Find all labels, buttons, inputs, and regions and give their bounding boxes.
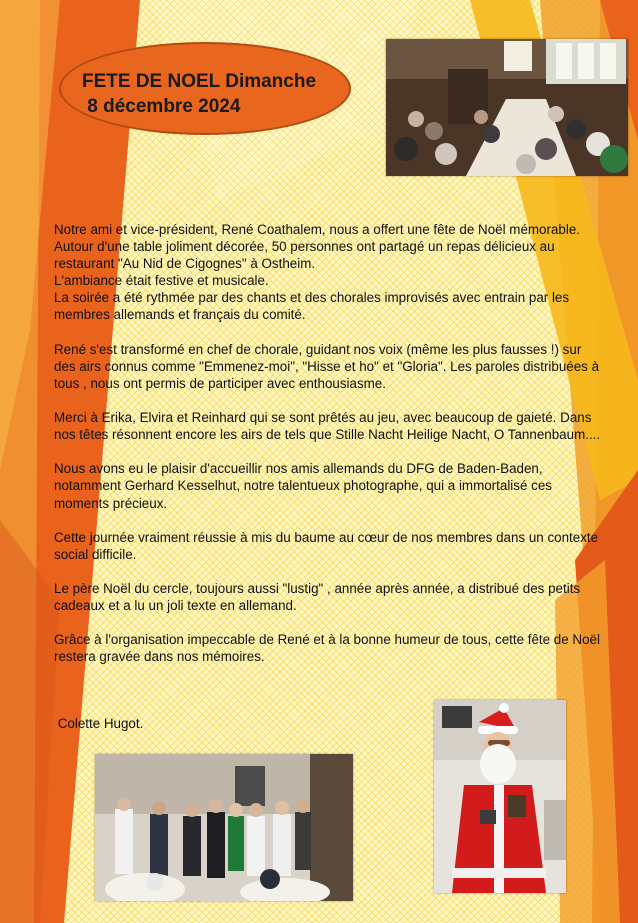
title-line-1: FETE DE NOEL Dimanche — [82, 71, 317, 92]
paragraph: Notre ami et vice-président, René Coathalem, nous a offert une fête de Noël mémorable. Autour d'une table joliment décorée, 50 personnes ont partagé un repas délicieux au restaurant "Au Nid de Cigognes" à Ostheim. L'ambiance était festive et musicale. La soirée a été rythmée par des chants et des chorales improvisés avec entrain par les membres allemands et français du comité. — [54, 222, 580, 323]
page-title — [82, 69, 316, 119]
paragraph: Cette journée vraiment réussie à mis du baume au cœur de nos membres dans un contexte social difficile. — [54, 529, 599, 562]
photo-restaurant-dinner — [386, 39, 628, 176]
photo-santa-claus — [434, 700, 566, 893]
paragraph: Nous avons eu le plaisir d'accueillir nos amis allemands du DFG de Baden-Baden, notamment Gerhard Kesselhut, notre talentueux photographe, qui a immortalisé ces moments précieux. — [54, 461, 552, 511]
signature: Colette Hugot. — [54, 716, 144, 731]
paragraph: René s'est transformé en chef de chorale, guidant nos voix (même les plus fausses !) sur des airs connus comme "Emmenez-moi", "Hisse et ho" et "Gloria". Les paroles distribuées à tous , nous ont permis de participer avec enthousiasme. — [54, 341, 600, 391]
paragraph: Le père Noël du cercle, toujours aussi "lustig" , année après année, a distribué des petits cadeaux et a lu un joli texte en allemand. — [54, 580, 581, 614]
article-body — [54, 221, 606, 683]
paragraph: Grâce à l'organisation impeccable de René et à la bonne humeur de tous, cette fête de Noël restera gravée dans nos mémoires. — [54, 632, 600, 665]
title-line-2: 8 décembre 2024 — [82, 96, 241, 117]
photo-choir-singing — [95, 754, 353, 901]
paragraph: Merci à Erika, Elvira et Reinhard qui se sont prêtés au jeu, avec beaucoup de gaieté. Dans nos têtes résonnent encore les airs de tels que Stille Nacht Heilige Nacht, O Tannenbaum.... — [54, 410, 601, 443]
